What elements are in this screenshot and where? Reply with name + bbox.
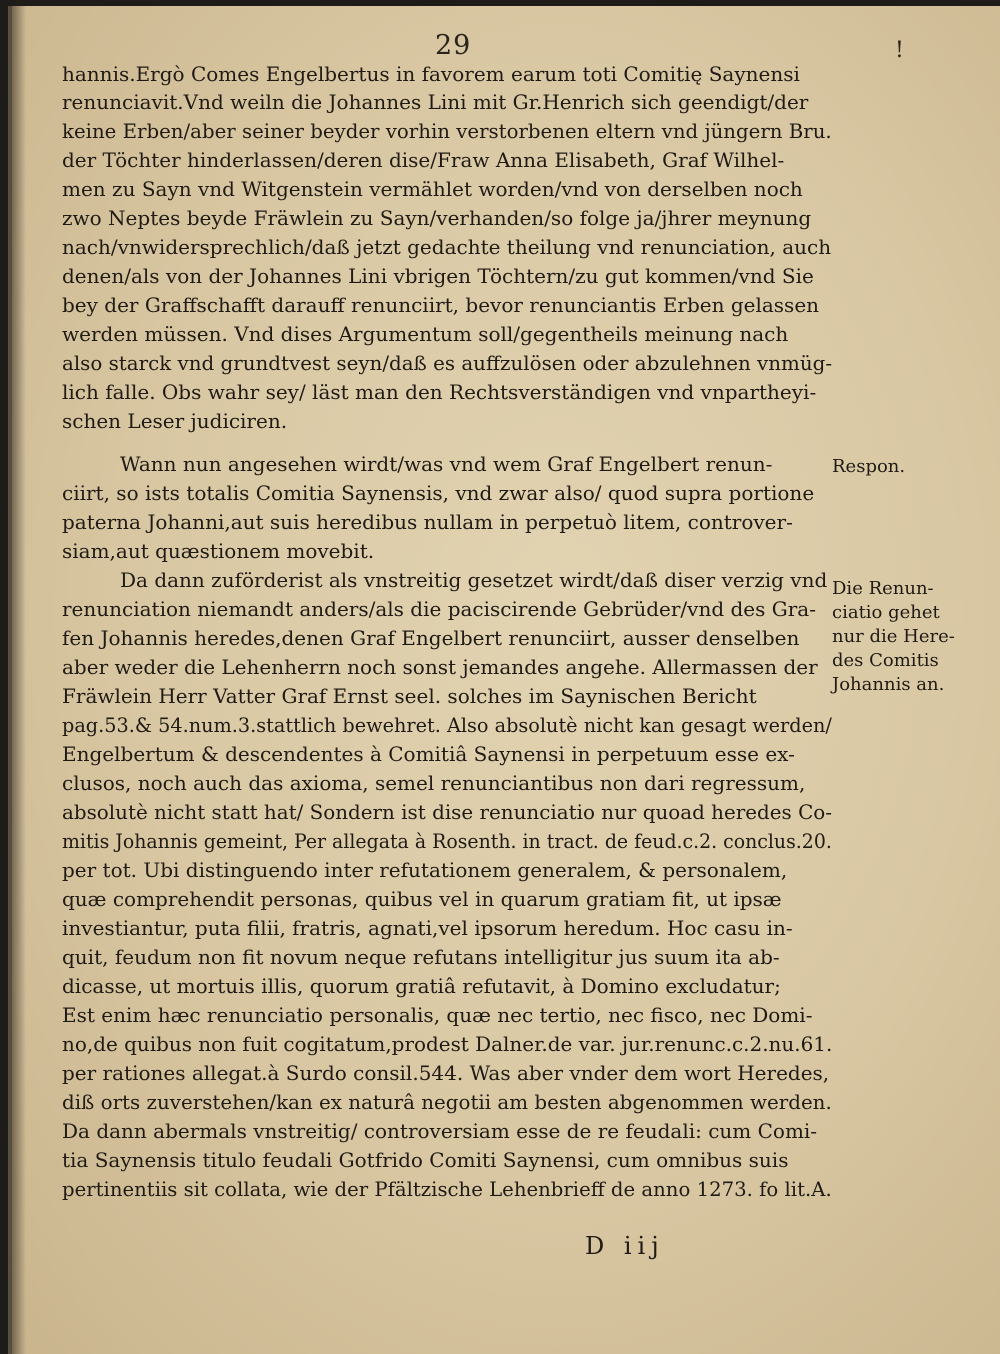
text-line: werden müssen. Vnd dises Argumentum soll/gegentheils meinung nach bbox=[62, 322, 789, 346]
text-line: der Töchter hinderlassen/deren dise/Fraw Anna Elisabeth, Graf Wilhel- bbox=[62, 148, 785, 172]
text-line: renunciavit.Vnd weiln die Johannes Lini mit Gr.Henrich sich geendigt/der bbox=[62, 90, 809, 114]
text-line: no,de quibus non fuit cogitatum,prodest Dalner.de var. jur.renunc.c.2.nu.61. bbox=[62, 1032, 833, 1056]
text-line: renunciation niemandt anders/als die paciscirende Gebrüder/vnd des Gra- bbox=[62, 597, 816, 621]
text-line: mitis Johannis gemeint, Per allegata à Rosenth. in tract. de feud.c.2. conclus.20. bbox=[62, 829, 832, 853]
text-line: diß orts zuverstehen/kan ex naturâ negotii am besten abgenommen werden. bbox=[62, 1090, 832, 1114]
text-line: also starck vnd grundtvest seyn/daß es auffzulösen oder abzulehnen vnmüg- bbox=[62, 351, 833, 375]
text-line: quit, feudum non fit novum neque refutans intelligitur jus suum ita ab- bbox=[62, 945, 780, 969]
page-number: 29 bbox=[435, 30, 472, 61]
text-line: Wann nun angesehen wirdt/was vnd wem Graf Engelbert renun- bbox=[120, 452, 773, 476]
text-line: Est enim hæc renunciatio personalis, quæ nec tertio, nec fisco, nec Domi- bbox=[62, 1003, 813, 1027]
text-line: keine Erben/aber seiner beyder vorhin verstorbenen eltern vnd jüngern Bru. bbox=[62, 119, 832, 143]
margin-note-line: Johannis an. bbox=[832, 674, 945, 695]
text-line: Fräwlein Herr Vatter Graf Ernst seel. solches im Saynischen Bericht bbox=[62, 684, 757, 708]
text-line: investiantur, puta filii, fratris, agnati,vel ipsorum heredum. Hoc casu in- bbox=[62, 916, 793, 940]
text-line: quæ comprehendit personas, quibus vel in quarum gratiam fit, ut ipsæ bbox=[62, 887, 782, 911]
margin-note-line: ciatio gehet bbox=[832, 602, 940, 623]
text-line: pag.53.& 54.num.3.stattlich bewehret. Also absolutè nicht kan gesagt werden/ bbox=[62, 713, 832, 737]
text-line: paterna Johanni,aut suis heredibus nullam in perpetuò litem, controver- bbox=[62, 510, 793, 534]
text-line: per rationes allegat.à Surdo consil.544. Was aber vnder dem wort Heredes, bbox=[62, 1061, 830, 1085]
text-line: men zu Sayn vnd Witgenstein vermählet worden/vnd von derselben noch bbox=[62, 177, 803, 201]
margin-note-line: Die Renun- bbox=[832, 578, 934, 599]
text-line: aber weder die Lehenherrn noch sonst jemandes angehe. Allermassen der bbox=[62, 655, 818, 679]
text-line: denen/als von der Johannes Lini vbrigen Töchtern/zu gut kommen/vnd Sie bbox=[62, 264, 814, 288]
text-line: pertinentiis sit collata, wie der Pfältzische Lehenbrieff de anno 1273. fo lit.A. bbox=[62, 1177, 832, 1201]
text-line: absolutè nicht statt hat/ Sondern ist dise renunciatio nur quoad heredes Co- bbox=[62, 800, 833, 824]
margin-note-line: nur die Here- bbox=[832, 626, 955, 647]
text-line: fen Johannis heredes,denen Graf Engelbert renunciirt, ausser denselben bbox=[62, 626, 800, 650]
text-line: Engelbertum & descendentes à Comitiâ Saynensi in perpetuum esse ex- bbox=[62, 742, 795, 766]
text-line: dicasse, ut mortuis illis, quorum gratiâ refutavit, à Domino excludatur; bbox=[62, 974, 781, 998]
text-line: per tot. Ubi distinguendo inter refutationem generalem, & personalem, bbox=[62, 858, 788, 882]
signature-mark: D iij bbox=[585, 1232, 665, 1260]
text-line: clusos, noch auch das axioma, semel renunciantibus non dari regressum, bbox=[62, 771, 806, 795]
binding-shadow bbox=[8, 6, 26, 1354]
margin-note-line: des Comitis bbox=[832, 650, 939, 671]
text-line: hannis.Ergò Comes Engelbertus in favorem earum toti Comitię Saynensi bbox=[62, 62, 800, 86]
text-line: ciirt, so ists totalis Comitia Saynensis, vnd zwar also/ quod supra portione bbox=[62, 481, 815, 505]
text-line: siam,aut quæstionem movebit. bbox=[62, 539, 375, 563]
text-line: bey der Graffschafft darauff renunciirt, bevor renunciantis Erben gelassen bbox=[62, 293, 820, 317]
text-line: nach/vnwidersprechlich/daß jetzt gedachte theilung vnd renunciation, auch bbox=[62, 235, 832, 259]
text-line: tia Saynensis titulo feudali Gotfrido Comiti Saynensi, cum omnibus suis bbox=[62, 1148, 789, 1172]
margin-note-respon: Respon. bbox=[832, 456, 906, 477]
text-line: zwo Neptes beyde Fräwlein zu Sayn/verhanden/so folge ja/jhrer meynung bbox=[62, 206, 812, 230]
text-line: lich falle. Obs wahr sey/ läst man den Rechtsverständigen vnd vnpartheyi- bbox=[62, 380, 817, 404]
corner-mark: ! bbox=[895, 38, 904, 63]
text-line: schen Leser judiciren. bbox=[62, 409, 288, 433]
text-line: Da dann abermals vnstreitig/ controversiam esse de re feudali: cum Comi- bbox=[62, 1119, 818, 1143]
text-line: Da dann zuförderist als vnstreitig gesetzet wirdt/daß diser verzig vnd bbox=[120, 568, 828, 592]
